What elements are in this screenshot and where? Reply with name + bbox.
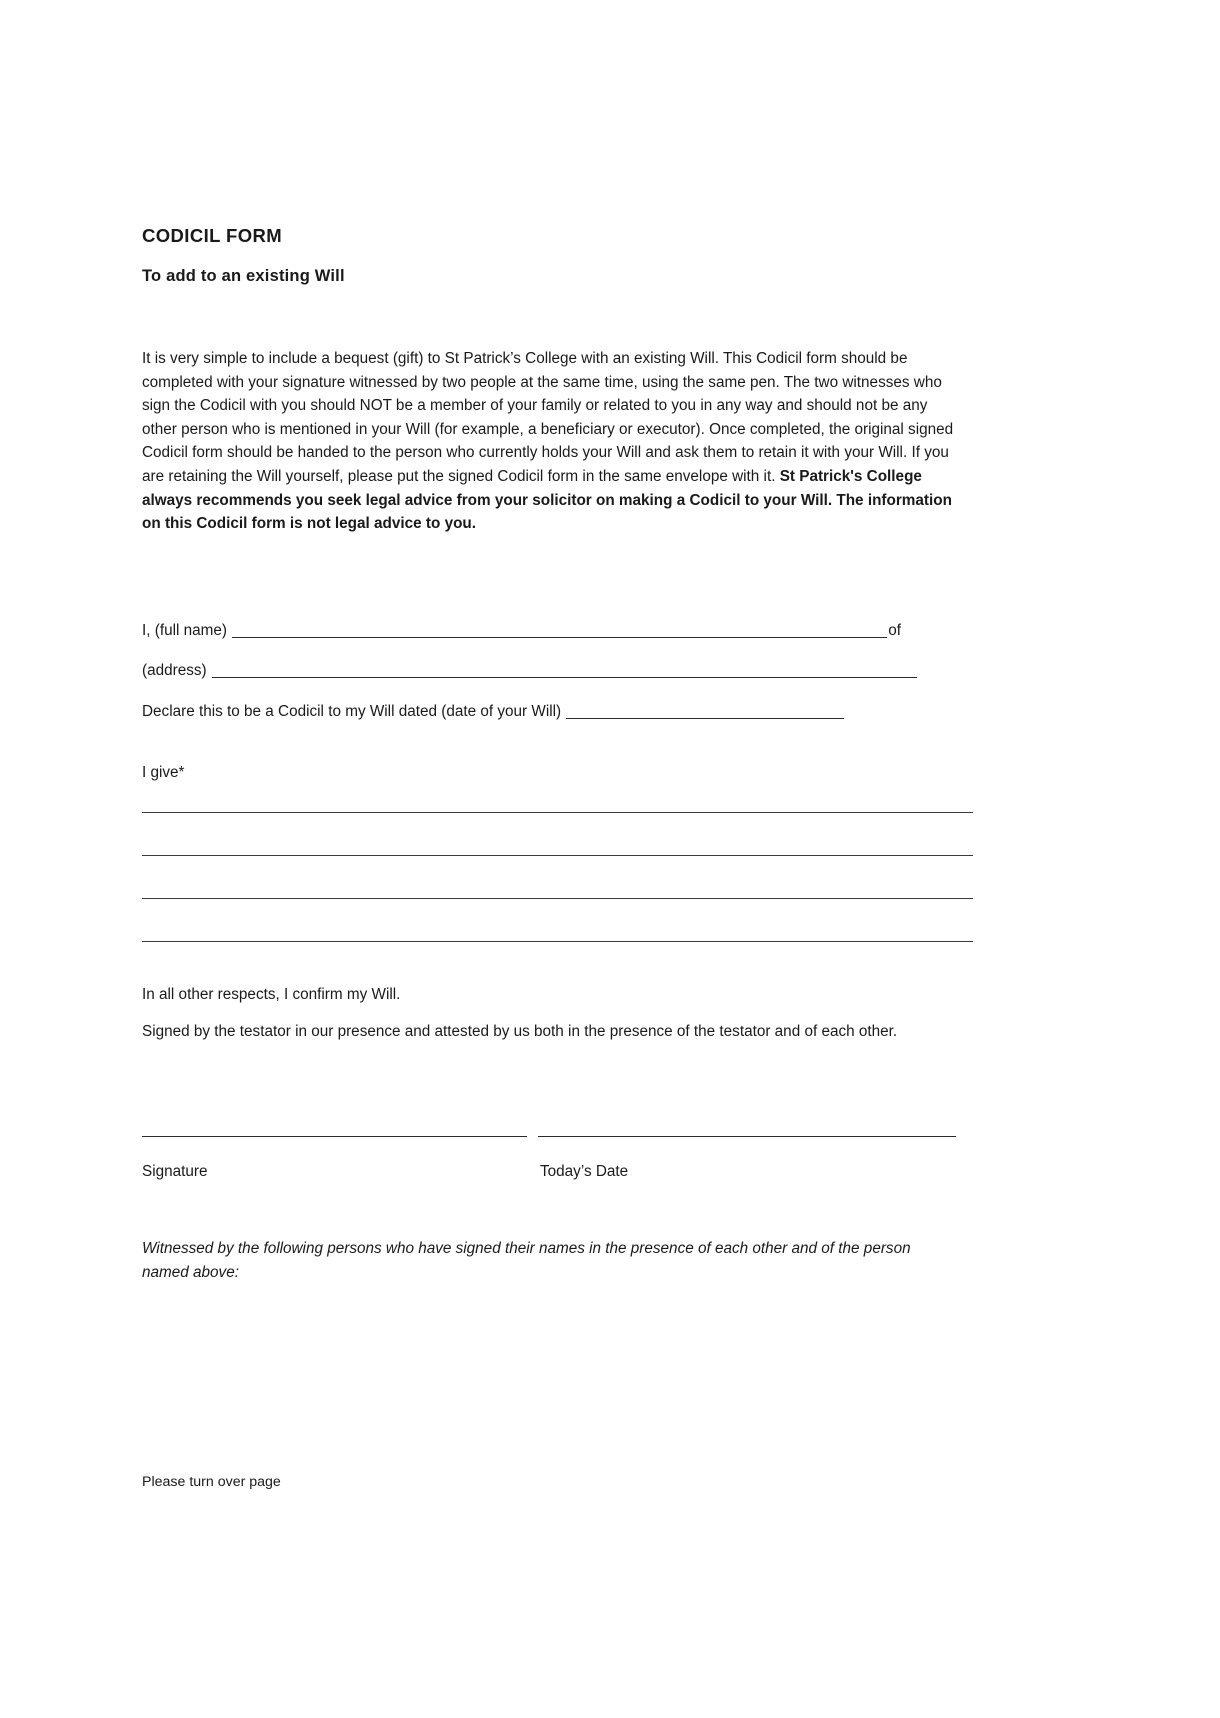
intro-normal-text: It is very simple to include a bequest (gift) to St Patrick’s College with an existing Will. This Codicil form should be completed with your signature witnessed by two people at the same time, using the same pen. The two witnesses who sign the Codicil with you should NOT be a member of your family or related to you in any way and should not be any other person who is mentioned in your Will (for example, a beneficiary or executor). Once completed, the original signed Codicil form should be handed to the person who currently holds your Will and ask them to retain it with your Will. If you are retaining the Will yourself, please put the signed Codicil form in the same envelope with it. [142,350,954,485]
give-blank-line-3[interactable] [142,898,973,899]
page-footer: Please turn over page [142,1474,281,1490]
witness-instruction-text: Witnessed by the following persons who have signed their names in the presence of each other and of the person named above: [142,1240,911,1281]
signed-by-testator-text: Signed by the testator in our presence and attested by us both in the presence of the testator and of each other. [142,1023,898,1040]
signature-label: Signature [142,1163,208,1180]
give-blank-line-4[interactable] [142,941,973,942]
will-date-input[interactable] [566,718,844,719]
give-blank-line-2[interactable] [142,855,973,856]
page-title: CODICIL FORM [142,225,283,246]
date-input-line[interactable] [538,1136,956,1137]
intro-paragraph [142,347,960,536]
address-input[interactable] [212,677,917,678]
signature-input-line[interactable] [142,1136,527,1137]
declare-field-row [142,701,974,723]
full-name-suffix: of [888,622,902,639]
confirm-will-text: In all other respects, I confirm my Will. [142,986,401,1003]
declare-label: Declare this to be a Codicil to my Will dated (date of your Will) [142,703,562,720]
give-blank-line-1[interactable] [142,812,973,813]
full-name-input[interactable] [232,637,887,638]
full-name-field-row [142,620,974,642]
intro-bold-text: St Patrick's College always recommends you seek legal advice from your solicitor on making a Codicil to your Will. The information on this Codicil form is not legal advice to you. [142,467,952,533]
todays-date-label: Today’s Date [540,1163,629,1180]
address-field-row [142,660,974,682]
page-subtitle: To add to an existing Will [142,267,345,285]
full-name-label: I, (full name) [142,622,228,639]
address-label: (address) [142,662,207,679]
i-give-label: I give* [142,764,185,781]
